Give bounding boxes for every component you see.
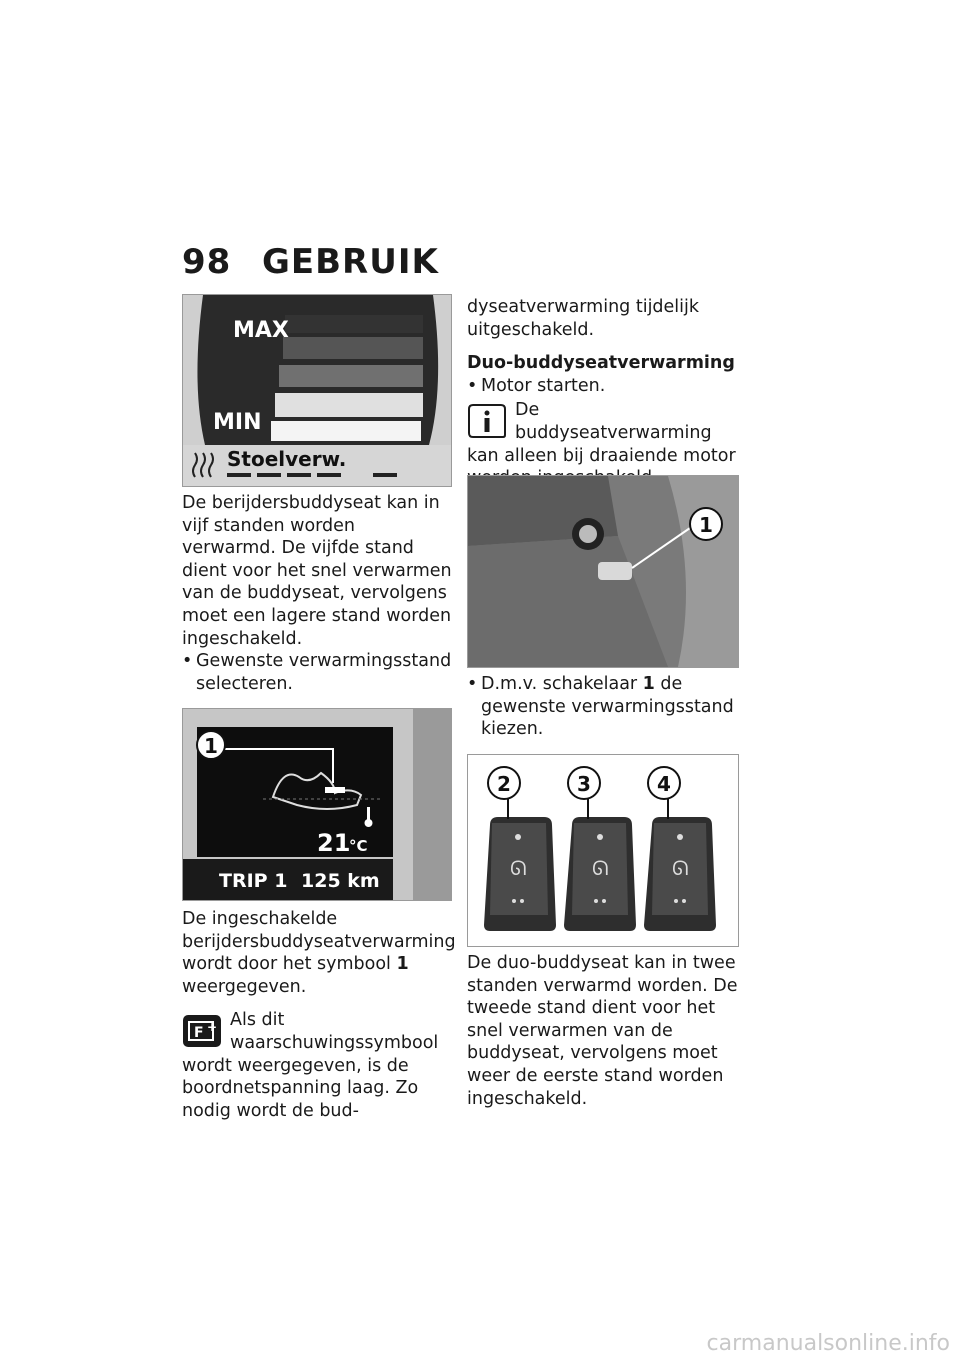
svg-text:ᘏ: ᘏ — [510, 856, 527, 880]
svg-text:F: F — [194, 1025, 204, 1042]
heating-levels-illustration — [183, 295, 451, 486]
indicator-text-b: weergegeven. — [182, 976, 307, 997]
battery-warning-icon — [182, 1011, 222, 1049]
bullet-start-engine: • Motor starten. — [467, 375, 739, 398]
figure-switch-positions — [467, 754, 739, 947]
indicator-paragraph — [182, 908, 454, 998]
duo-paragraph: De duo-buddyseat kan in twee standen verwarmd worden. De tweede stand dient voor het snel verwarmen van de buddyseat, vervolgens moet weer de eerste stand worden ingeschakeld. — [467, 953, 738, 1109]
min-label: MIN — [213, 410, 262, 435]
svg-text:ᘏ: ᘏ — [672, 856, 689, 880]
callout-number: 2 — [497, 772, 511, 796]
right-column-text-2 — [467, 673, 739, 741]
trip-display-illustration — [183, 709, 451, 900]
left-column-text-2 — [182, 908, 454, 1122]
warning-note — [182, 1009, 454, 1122]
info-icon — [467, 401, 507, 439]
switch-text-b: de gewenste verwarmingsstand kiezen. — [481, 674, 734, 740]
seat-heating-label: Stoelverw. — [227, 447, 347, 471]
figure-switch — [467, 475, 739, 668]
switch-position-4 — [644, 767, 716, 931]
bullet-select-switch — [467, 673, 739, 741]
button-knob — [579, 525, 597, 543]
seat-heating-symbol — [325, 787, 345, 793]
temperature-value: 21 — [317, 829, 351, 857]
indicator-text-a: De ingeschakelde berijdersbuddyseatverwarming wordt door het symbool — [182, 909, 456, 975]
left-column-text-1 — [182, 492, 454, 695]
figure-trip-display — [182, 708, 452, 901]
trip-label: TRIP 1 — [219, 870, 288, 892]
page-number: 98 — [182, 242, 232, 282]
switch-illustration — [468, 476, 738, 667]
right-column-text-1 — [467, 296, 739, 490]
callout-number: 4 — [657, 772, 671, 796]
callout-number: 3 — [577, 772, 591, 796]
temperature-unit: °C — [349, 837, 368, 855]
switch-position-2 — [484, 767, 556, 931]
svg-text:ᘏ: ᘏ — [592, 856, 609, 880]
warning-text: Als dit waarschuwingssymbool wordt weergegeven, is de boordnetspanning laag. Zo nodig wordt de bud- — [182, 1010, 439, 1121]
info-text: De buddyseatverwarming kan alleen bij draaiende motor — [467, 400, 736, 466]
thermometer-icon — [367, 807, 370, 821]
max-label: MAX — [233, 318, 289, 343]
right-column-text-3 — [467, 952, 739, 1110]
switch-positions-illustration — [468, 755, 738, 946]
switch-position-3 — [564, 767, 636, 931]
trip-value: 125 km — [301, 870, 380, 892]
callout-number: 1 — [699, 513, 713, 537]
duo-heading: Duo-buddyseatverwarming — [467, 353, 735, 374]
heating-switch — [598, 562, 632, 580]
switch-text-a: D.m.v. schakelaar — [481, 674, 643, 694]
bullet-select-level: • Gewenste verwarmingsstand selecteren. — [182, 650, 454, 695]
section-title: GEBRUIK — [262, 242, 439, 282]
svg-text:+: + — [207, 1020, 218, 1035]
continued-paragraph: dyseatverwarming tijdelijk uitgeschakeld. — [467, 297, 700, 340]
callout-number: 1 — [204, 734, 218, 758]
indicator-ref-number: 1 — [396, 954, 409, 975]
figure-heating-levels — [182, 294, 452, 487]
watermark[interactable]: carmanualsonline.info — [706, 1331, 950, 1356]
switch-ref-number: 1 — [642, 674, 655, 694]
intro-paragraph: De berijdersbuddyseat kan in vijf standen worden verwarmd. De vijfde stand dient voor het snel verwarmen van de buddyseat, vervolgens moet een lagere stand worden ingeschakeld. — [182, 493, 452, 649]
